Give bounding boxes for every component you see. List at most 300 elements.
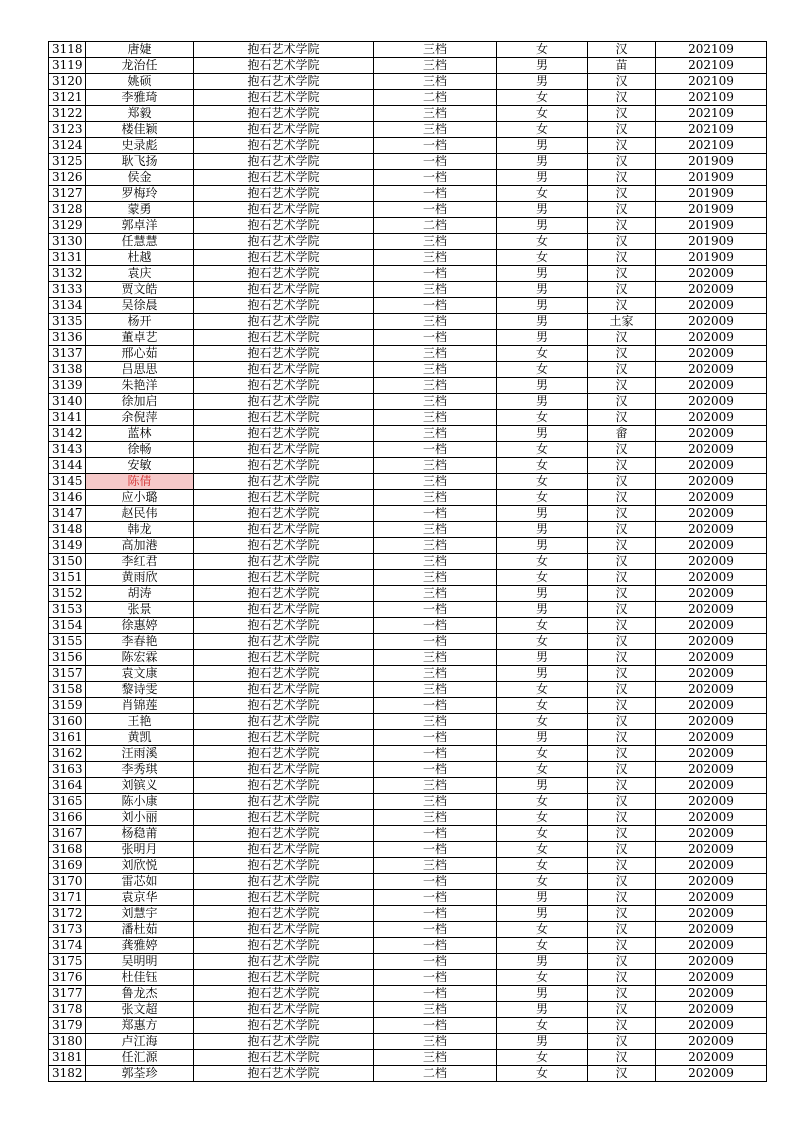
cell-gender: 男 bbox=[497, 202, 588, 218]
cell-gender: 男 bbox=[497, 506, 588, 522]
cell-enrollment: 202009 bbox=[656, 746, 767, 762]
cell-enrollment: 202009 bbox=[656, 954, 767, 970]
cell-enrollment: 202009 bbox=[656, 394, 767, 410]
cell-number: 3144 bbox=[49, 458, 86, 474]
cell-ethnicity: 汉 bbox=[588, 42, 656, 58]
cell-name: 杨开 bbox=[86, 314, 194, 330]
cell-grade: 一档 bbox=[374, 746, 497, 762]
cell-college: 抱石艺术学院 bbox=[194, 810, 374, 826]
cell-number: 3133 bbox=[49, 282, 86, 298]
cell-college: 抱石艺术学院 bbox=[194, 954, 374, 970]
cell-grade: 一档 bbox=[374, 970, 497, 986]
cell-enrollment: 202009 bbox=[656, 378, 767, 394]
cell-gender: 女 bbox=[497, 762, 588, 778]
cell-number: 3129 bbox=[49, 218, 86, 234]
cell-number: 3172 bbox=[49, 906, 86, 922]
cell-ethnicity: 汉 bbox=[588, 634, 656, 650]
cell-grade: 三档 bbox=[374, 282, 497, 298]
cell-name: 郭卓洋 bbox=[86, 218, 194, 234]
cell-name: 刘慧宇 bbox=[86, 906, 194, 922]
cell-name: 袁庆 bbox=[86, 266, 194, 282]
cell-ethnicity: 畲 bbox=[588, 426, 656, 442]
cell-college: 抱石艺术学院 bbox=[194, 874, 374, 890]
cell-grade: 一档 bbox=[374, 762, 497, 778]
cell-grade: 一档 bbox=[374, 890, 497, 906]
cell-ethnicity: 汉 bbox=[588, 842, 656, 858]
cell-grade: 三档 bbox=[374, 1034, 497, 1050]
cell-grade: 三档 bbox=[374, 714, 497, 730]
cell-name: 贾文皓 bbox=[86, 282, 194, 298]
cell-gender: 男 bbox=[497, 170, 588, 186]
cell-ethnicity: 汉 bbox=[588, 74, 656, 90]
cell-enrollment: 202009 bbox=[656, 762, 767, 778]
table-row bbox=[49, 346, 767, 362]
table-row bbox=[49, 426, 767, 442]
cell-college: 抱石艺术学院 bbox=[194, 426, 374, 442]
cell-number: 3180 bbox=[49, 1034, 86, 1050]
cell-college: 抱石艺术学院 bbox=[194, 618, 374, 634]
cell-ethnicity: 汉 bbox=[588, 730, 656, 746]
cell-ethnicity: 汉 bbox=[588, 1002, 656, 1018]
cell-grade: 一档 bbox=[374, 202, 497, 218]
cell-gender: 女 bbox=[497, 922, 588, 938]
table-row bbox=[49, 986, 767, 1002]
cell-number: 3165 bbox=[49, 794, 86, 810]
cell-enrollment: 202109 bbox=[656, 90, 767, 106]
cell-name: 陈宏霖 bbox=[86, 650, 194, 666]
cell-grade: 三档 bbox=[374, 570, 497, 586]
cell-name: 徐畅 bbox=[86, 442, 194, 458]
cell-enrollment: 202009 bbox=[656, 586, 767, 602]
cell-grade: 一档 bbox=[374, 730, 497, 746]
cell-number: 3167 bbox=[49, 826, 86, 842]
cell-name: 任汇源 bbox=[86, 1050, 194, 1066]
cell-ethnicity: 汉 bbox=[588, 986, 656, 1002]
cell-number: 3157 bbox=[49, 666, 86, 682]
cell-ethnicity: 汉 bbox=[588, 602, 656, 618]
table-row bbox=[49, 554, 767, 570]
cell-college: 抱石艺术学院 bbox=[194, 522, 374, 538]
cell-grade: 三档 bbox=[374, 426, 497, 442]
table-row bbox=[49, 858, 767, 874]
cell-number: 3128 bbox=[49, 202, 86, 218]
cell-name: 徐惠婷 bbox=[86, 618, 194, 634]
cell-name: 吕思思 bbox=[86, 362, 194, 378]
cell-name: 史录彪 bbox=[86, 138, 194, 154]
cell-college: 抱石艺术学院 bbox=[194, 778, 374, 794]
cell-college: 抱石艺术学院 bbox=[194, 506, 374, 522]
table-row bbox=[49, 122, 767, 138]
cell-gender: 男 bbox=[497, 650, 588, 666]
cell-grade: 一档 bbox=[374, 506, 497, 522]
cell-gender: 男 bbox=[497, 58, 588, 74]
cell-grade: 二档 bbox=[374, 218, 497, 234]
cell-name: 蓝林 bbox=[86, 426, 194, 442]
cell-grade: 二档 bbox=[374, 1066, 497, 1082]
cell-gender: 女 bbox=[497, 810, 588, 826]
cell-grade: 三档 bbox=[374, 346, 497, 362]
cell-number: 3176 bbox=[49, 970, 86, 986]
cell-gender: 男 bbox=[497, 730, 588, 746]
cell-name: 朱艳洋 bbox=[86, 378, 194, 394]
cell-number: 3163 bbox=[49, 762, 86, 778]
cell-ethnicity: 汉 bbox=[588, 618, 656, 634]
cell-name: 李雅琦 bbox=[86, 90, 194, 106]
cell-college: 抱石艺术学院 bbox=[194, 1050, 374, 1066]
cell-ethnicity: 汉 bbox=[588, 362, 656, 378]
cell-ethnicity: 汉 bbox=[588, 266, 656, 282]
cell-number: 3119 bbox=[49, 58, 86, 74]
table-row bbox=[49, 314, 767, 330]
cell-name: 龚雅婷 bbox=[86, 938, 194, 954]
cell-enrollment: 202009 bbox=[656, 282, 767, 298]
cell-enrollment: 202009 bbox=[656, 442, 767, 458]
cell-college: 抱石艺术学院 bbox=[194, 666, 374, 682]
cell-enrollment: 201909 bbox=[656, 170, 767, 186]
table-row bbox=[49, 810, 767, 826]
cell-name: 郑毅 bbox=[86, 106, 194, 122]
cell-name: 李红君 bbox=[86, 554, 194, 570]
cell-number: 3139 bbox=[49, 378, 86, 394]
cell-college: 抱石艺术学院 bbox=[194, 570, 374, 586]
cell-gender: 女 bbox=[497, 186, 588, 202]
cell-enrollment: 202109 bbox=[656, 42, 767, 58]
cell-enrollment: 202009 bbox=[656, 858, 767, 874]
cell-number: 3149 bbox=[49, 538, 86, 554]
cell-enrollment: 202009 bbox=[656, 410, 767, 426]
cell-name: 雷芯如 bbox=[86, 874, 194, 890]
cell-number: 3178 bbox=[49, 1002, 86, 1018]
cell-ethnicity: 汉 bbox=[588, 442, 656, 458]
table-row bbox=[49, 794, 767, 810]
cell-name: 侯金 bbox=[86, 170, 194, 186]
cell-college: 抱石艺术学院 bbox=[194, 282, 374, 298]
cell-gender: 女 bbox=[497, 618, 588, 634]
cell-college: 抱石艺术学院 bbox=[194, 154, 374, 170]
cell-gender: 男 bbox=[497, 298, 588, 314]
cell-enrollment: 202009 bbox=[656, 922, 767, 938]
cell-ethnicity: 汉 bbox=[588, 90, 656, 106]
cell-enrollment: 202109 bbox=[656, 138, 767, 154]
cell-ethnicity: 汉 bbox=[588, 826, 656, 842]
cell-college: 抱石艺术学院 bbox=[194, 1018, 374, 1034]
cell-grade: 一档 bbox=[374, 170, 497, 186]
cell-grade: 一档 bbox=[374, 330, 497, 346]
cell-grade: 三档 bbox=[374, 250, 497, 266]
table-row bbox=[49, 1050, 767, 1066]
cell-ethnicity: 汉 bbox=[588, 554, 656, 570]
cell-gender: 女 bbox=[497, 42, 588, 58]
cell-college: 抱石艺术学院 bbox=[194, 586, 374, 602]
cell-college: 抱石艺术学院 bbox=[194, 218, 374, 234]
table-row bbox=[49, 186, 767, 202]
cell-enrollment: 202009 bbox=[656, 458, 767, 474]
cell-college: 抱石艺术学院 bbox=[194, 90, 374, 106]
cell-college: 抱石艺术学院 bbox=[194, 922, 374, 938]
cell-grade: 三档 bbox=[374, 74, 497, 90]
cell-grade: 一档 bbox=[374, 298, 497, 314]
cell-ethnicity: 土家 bbox=[588, 314, 656, 330]
cell-name: 韩龙 bbox=[86, 522, 194, 538]
cell-name: 应小璐 bbox=[86, 490, 194, 506]
cell-college: 抱石艺术学院 bbox=[194, 938, 374, 954]
cell-ethnicity: 汉 bbox=[588, 282, 656, 298]
cell-number: 3122 bbox=[49, 106, 86, 122]
cell-ethnicity: 汉 bbox=[588, 762, 656, 778]
cell-grade: 一档 bbox=[374, 634, 497, 650]
cell-ethnicity: 汉 bbox=[588, 186, 656, 202]
cell-ethnicity: 汉 bbox=[588, 458, 656, 474]
cell-ethnicity: 汉 bbox=[588, 394, 656, 410]
cell-grade: 三档 bbox=[374, 362, 497, 378]
cell-enrollment: 202009 bbox=[656, 554, 767, 570]
cell-number: 3173 bbox=[49, 922, 86, 938]
cell-enrollment: 202009 bbox=[656, 426, 767, 442]
cell-number: 3131 bbox=[49, 250, 86, 266]
cell-college: 抱石艺术学院 bbox=[194, 122, 374, 138]
cell-grade: 三档 bbox=[374, 794, 497, 810]
cell-grade: 一档 bbox=[374, 1018, 497, 1034]
table-row bbox=[49, 1002, 767, 1018]
cell-college: 抱石艺术学院 bbox=[194, 106, 374, 122]
cell-gender: 男 bbox=[497, 330, 588, 346]
cell-college: 抱石艺术学院 bbox=[194, 970, 374, 986]
cell-ethnicity: 汉 bbox=[588, 874, 656, 890]
cell-name: 黄雨欣 bbox=[86, 570, 194, 586]
cell-enrollment: 202009 bbox=[656, 810, 767, 826]
cell-number: 3160 bbox=[49, 714, 86, 730]
cell-enrollment: 202009 bbox=[656, 842, 767, 858]
cell-enrollment: 202009 bbox=[656, 522, 767, 538]
cell-gender: 女 bbox=[497, 250, 588, 266]
cell-enrollment: 202109 bbox=[656, 58, 767, 74]
cell-name: 杜佳钰 bbox=[86, 970, 194, 986]
cell-name: 张明月 bbox=[86, 842, 194, 858]
cell-college: 抱石艺术学院 bbox=[194, 314, 374, 330]
cell-name: 邢心茹 bbox=[86, 346, 194, 362]
cell-ethnicity: 汉 bbox=[588, 170, 656, 186]
cell-number: 3179 bbox=[49, 1018, 86, 1034]
cell-college: 抱石艺术学院 bbox=[194, 298, 374, 314]
cell-gender: 女 bbox=[497, 122, 588, 138]
cell-name: 李秀琪 bbox=[86, 762, 194, 778]
cell-enrollment: 202009 bbox=[656, 1034, 767, 1050]
cell-college: 抱石艺术学院 bbox=[194, 394, 374, 410]
cell-grade: 一档 bbox=[374, 954, 497, 970]
table-row bbox=[49, 202, 767, 218]
table-row bbox=[49, 58, 767, 74]
cell-ethnicity: 汉 bbox=[588, 490, 656, 506]
cell-enrollment: 202009 bbox=[656, 890, 767, 906]
cell-gender: 女 bbox=[497, 682, 588, 698]
cell-gender: 男 bbox=[497, 74, 588, 90]
cell-college: 抱石艺术学院 bbox=[194, 58, 374, 74]
cell-ethnicity: 汉 bbox=[588, 250, 656, 266]
cell-number: 3182 bbox=[49, 1066, 86, 1082]
table-row bbox=[49, 362, 767, 378]
cell-enrollment: 202009 bbox=[656, 778, 767, 794]
cell-college: 抱石艺术学院 bbox=[194, 234, 374, 250]
cell-college: 抱石艺术学院 bbox=[194, 42, 374, 58]
table-row bbox=[49, 618, 767, 634]
table-row bbox=[49, 714, 767, 730]
cell-number: 3152 bbox=[49, 586, 86, 602]
cell-ethnicity: 汉 bbox=[588, 954, 656, 970]
cell-name: 李春艳 bbox=[86, 634, 194, 650]
table-row bbox=[49, 218, 767, 234]
cell-enrollment: 202009 bbox=[656, 538, 767, 554]
cell-gender: 女 bbox=[497, 746, 588, 762]
cell-grade: 三档 bbox=[374, 682, 497, 698]
cell-gender: 女 bbox=[497, 874, 588, 890]
table-row bbox=[49, 170, 767, 186]
cell-college: 抱石艺术学院 bbox=[194, 1002, 374, 1018]
cell-gender: 女 bbox=[497, 634, 588, 650]
cell-grade: 一档 bbox=[374, 938, 497, 954]
cell-ethnicity: 汉 bbox=[588, 474, 656, 490]
table-row bbox=[49, 234, 767, 250]
cell-name: 郭荃珍 bbox=[86, 1066, 194, 1082]
cell-name: 蒙勇 bbox=[86, 202, 194, 218]
cell-number: 3143 bbox=[49, 442, 86, 458]
cell-enrollment: 201909 bbox=[656, 186, 767, 202]
cell-gender: 男 bbox=[497, 394, 588, 410]
cell-college: 抱石艺术学院 bbox=[194, 1034, 374, 1050]
cell-number: 3170 bbox=[49, 874, 86, 890]
cell-number: 3153 bbox=[49, 602, 86, 618]
cell-college: 抱石艺术学院 bbox=[194, 346, 374, 362]
cell-gender: 男 bbox=[497, 138, 588, 154]
cell-college: 抱石艺术学院 bbox=[194, 762, 374, 778]
table-body bbox=[49, 42, 767, 1082]
cell-college: 抱石艺术学院 bbox=[194, 1066, 374, 1082]
cell-grade: 三档 bbox=[374, 554, 497, 570]
cell-gender: 男 bbox=[497, 906, 588, 922]
cell-name: 袁文康 bbox=[86, 666, 194, 682]
cell-name: 肖锦莲 bbox=[86, 698, 194, 714]
table-row bbox=[49, 458, 767, 474]
table-row bbox=[49, 474, 767, 490]
cell-number: 3162 bbox=[49, 746, 86, 762]
table-row bbox=[49, 762, 767, 778]
table-row bbox=[49, 602, 767, 618]
cell-college: 抱石艺术学院 bbox=[194, 538, 374, 554]
cell-grade: 一档 bbox=[374, 826, 497, 842]
cell-enrollment: 201909 bbox=[656, 234, 767, 250]
table-row bbox=[49, 298, 767, 314]
table-row bbox=[49, 666, 767, 682]
cell-enrollment: 202009 bbox=[656, 1018, 767, 1034]
table-row bbox=[49, 842, 767, 858]
cell-college: 抱石艺术学院 bbox=[194, 442, 374, 458]
cell-number: 3151 bbox=[49, 570, 86, 586]
cell-college: 抱石艺术学院 bbox=[194, 634, 374, 650]
cell-grade: 一档 bbox=[374, 698, 497, 714]
cell-college: 抱石艺术学院 bbox=[194, 378, 374, 394]
cell-grade: 三档 bbox=[374, 522, 497, 538]
cell-gender: 男 bbox=[497, 778, 588, 794]
cell-name: 赵民伟 bbox=[86, 506, 194, 522]
table-row bbox=[49, 570, 767, 586]
cell-number: 3127 bbox=[49, 186, 86, 202]
cell-college: 抱石艺术学院 bbox=[194, 474, 374, 490]
cell-name: 陈小康 bbox=[86, 794, 194, 810]
cell-gender: 女 bbox=[497, 842, 588, 858]
cell-number: 3148 bbox=[49, 522, 86, 538]
cell-number: 3141 bbox=[49, 410, 86, 426]
cell-name: 潘杜茹 bbox=[86, 922, 194, 938]
cell-number: 3118 bbox=[49, 42, 86, 58]
cell-name: 余倪萍 bbox=[86, 410, 194, 426]
cell-number: 3164 bbox=[49, 778, 86, 794]
cell-grade: 一档 bbox=[374, 842, 497, 858]
cell-number: 3154 bbox=[49, 618, 86, 634]
table-row bbox=[49, 410, 767, 426]
cell-ethnicity: 汉 bbox=[588, 538, 656, 554]
cell-grade: 三档 bbox=[374, 410, 497, 426]
cell-grade: 一档 bbox=[374, 442, 497, 458]
cell-number: 3121 bbox=[49, 90, 86, 106]
cell-grade: 三档 bbox=[374, 122, 497, 138]
cell-ethnicity: 汉 bbox=[588, 138, 656, 154]
cell-enrollment: 202009 bbox=[656, 650, 767, 666]
cell-ethnicity: 汉 bbox=[588, 346, 656, 362]
cell-name: 高加港 bbox=[86, 538, 194, 554]
cell-ethnicity: 汉 bbox=[588, 938, 656, 954]
cell-grade: 一档 bbox=[374, 986, 497, 1002]
table-row bbox=[49, 250, 767, 266]
cell-gender: 女 bbox=[497, 698, 588, 714]
cell-gender: 男 bbox=[497, 266, 588, 282]
cell-number: 3161 bbox=[49, 730, 86, 746]
cell-grade: 三档 bbox=[374, 458, 497, 474]
cell-name: 吴明明 bbox=[86, 954, 194, 970]
cell-number: 3177 bbox=[49, 986, 86, 1002]
cell-gender: 女 bbox=[497, 938, 588, 954]
cell-college: 抱石艺术学院 bbox=[194, 906, 374, 922]
table-row bbox=[49, 698, 767, 714]
cell-name: 吴徐晨 bbox=[86, 298, 194, 314]
cell-ethnicity: 汉 bbox=[588, 218, 656, 234]
cell-name: 卢江海 bbox=[86, 1034, 194, 1050]
cell-enrollment: 202009 bbox=[656, 874, 767, 890]
cell-ethnicity: 汉 bbox=[588, 234, 656, 250]
cell-ethnicity: 汉 bbox=[588, 202, 656, 218]
cell-number: 3155 bbox=[49, 634, 86, 650]
cell-grade: 一档 bbox=[374, 618, 497, 634]
cell-gender: 女 bbox=[497, 554, 588, 570]
cell-enrollment: 201909 bbox=[656, 250, 767, 266]
cell-enrollment: 202009 bbox=[656, 330, 767, 346]
cell-college: 抱石艺术学院 bbox=[194, 138, 374, 154]
cell-college: 抱石艺术学院 bbox=[194, 330, 374, 346]
cell-enrollment: 202009 bbox=[656, 730, 767, 746]
table-row bbox=[49, 330, 767, 346]
cell-ethnicity: 汉 bbox=[588, 378, 656, 394]
cell-grade: 三档 bbox=[374, 490, 497, 506]
cell-grade: 三档 bbox=[374, 58, 497, 74]
cell-number: 3181 bbox=[49, 1050, 86, 1066]
cell-number: 3147 bbox=[49, 506, 86, 522]
cell-college: 抱石艺术学院 bbox=[194, 458, 374, 474]
student-list-table bbox=[48, 41, 767, 1082]
cell-number: 3156 bbox=[49, 650, 86, 666]
cell-gender: 女 bbox=[497, 970, 588, 986]
cell-grade: 三档 bbox=[374, 538, 497, 554]
table-row bbox=[49, 922, 767, 938]
cell-name: 罗梅玲 bbox=[86, 186, 194, 202]
cell-grade: 一档 bbox=[374, 186, 497, 202]
